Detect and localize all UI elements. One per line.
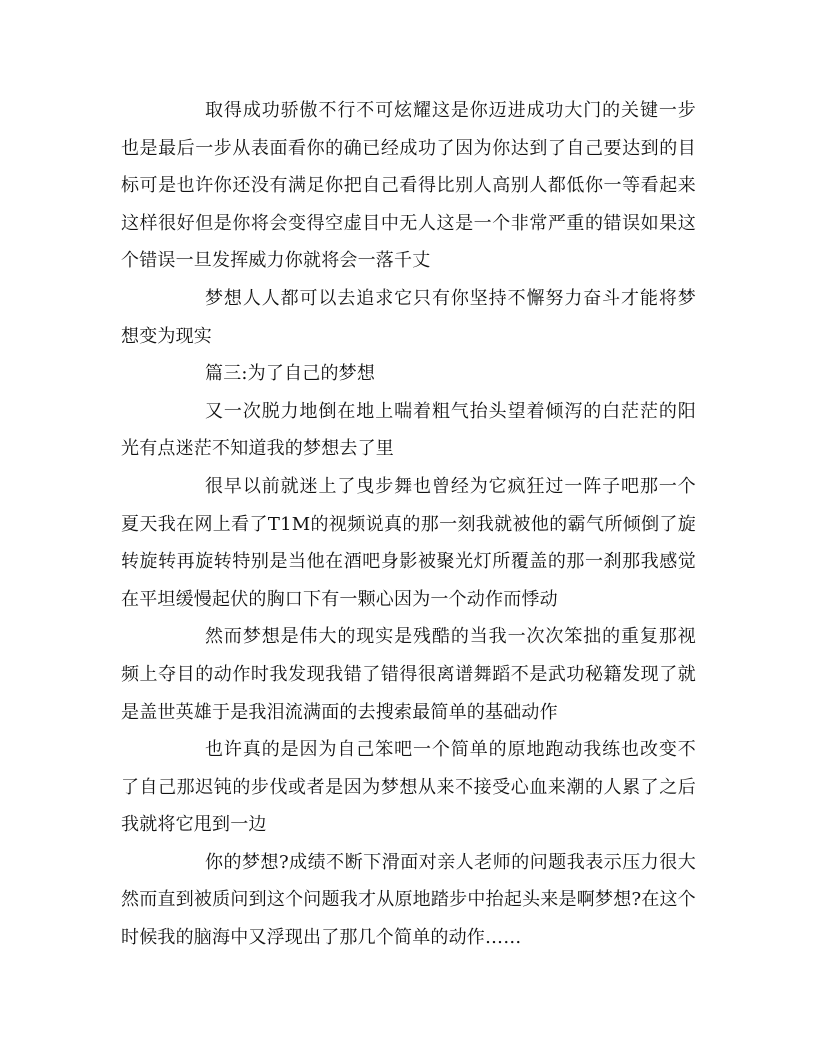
paragraph-3: 又一次脱力地倒在地上喘着粗气抬头望着倾泻的白茫茫的阳光有点迷茫不知道我的梦想去了里 [121, 400, 696, 460]
section-heading: 篇三:为了自己的梦想 [205, 363, 376, 385]
document-body [121, 92, 696, 957]
paragraph-6: 也许真的是因为自己笨吧一个简单的原地跑动我练也改变不了自己那迟钝的步伐或者是因为梦想从来不接受心血来潮的人累了之后我就将它甩到一边 [121, 739, 696, 836]
paragraph-5: 然而梦想是伟大的现实是残酷的当我一次次笨拙的重复那视频上夺目的动作时我发现我错了错得很离谱舞蹈不是武功秘籍发现了就是盖世英雄于是我泪流满面的去搜索最简单的基础动作 [121, 626, 696, 723]
paragraph-1: 取得成功骄傲不行不可炫耀这是你迈进成功大门的关键一步也是最后一步从表面看你的确已经成功了因为你达到了自己要达到的目标可是也许你还没有满足你把自己看得比别人高别人都低你一等看起来这样很好但是你将会变得空虚目中无人这是一个非常严重的错误如果这个错误一旦发挥威力你就将会一落千丈 [121, 100, 696, 272]
paragraph-2: 梦想人人都可以去追求它只有你坚持不懈努力奋斗才能将梦想变为现实 [121, 287, 696, 347]
paragraph-7: 你的梦想?成绩不断下滑面对亲人老师的问题我表示压力很大然而直到被质问到这个问题我才从原地踏步中抬起头来是啊梦想?在这个时候我的脑海中又浮现出了那几个简单的动作…… [121, 851, 696, 949]
paragraph-4: 很早以前就迷上了曳步舞也曾经为它疯狂过一阵子吧那一个夏天我在网上看了T1M的视频说真的那一刻我就被他的霸气所倾倒了旋转旋转再旋转特别是当他在酒吧身影被聚光灯所覆盖的那一刹那我感觉在平坦缓慢起伏的胸口下有一颗心因为一个动作而悸动 [121, 475, 696, 610]
